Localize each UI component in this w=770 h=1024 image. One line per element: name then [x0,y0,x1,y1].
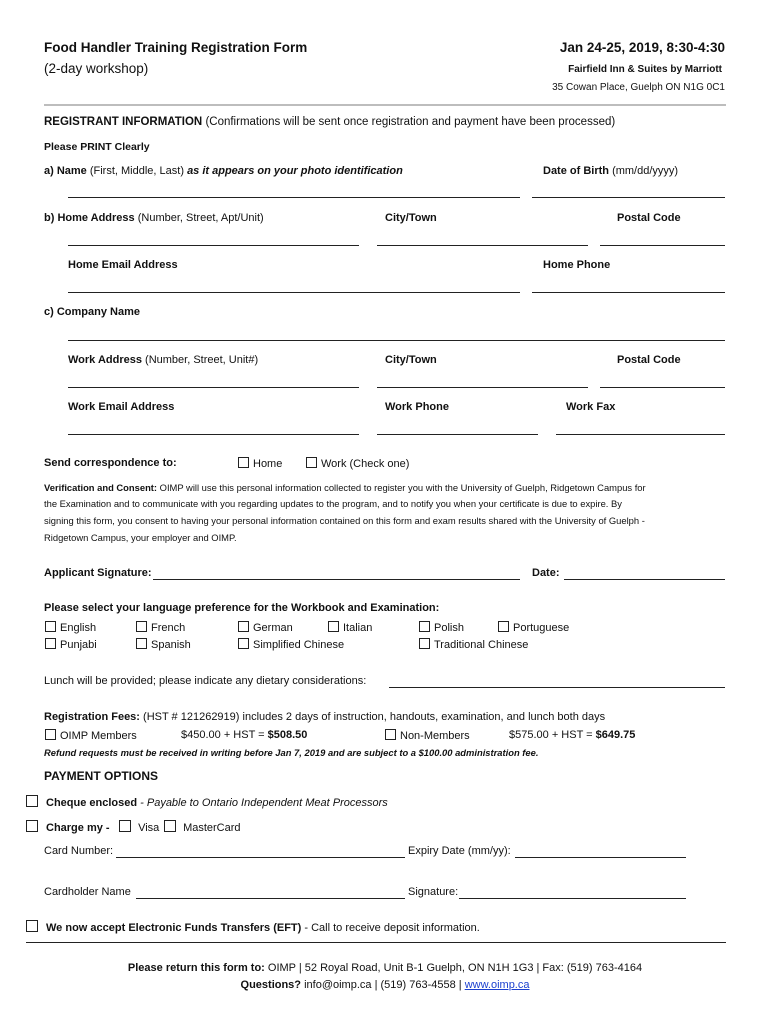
lang-spanish-label: Spanish [151,639,191,651]
card-signature-field[interactable] [459,898,686,899]
fees-description: (HST # 121262919) includes 2 days of instruction, handouts, examination, and lunch both days [143,711,606,723]
home-address-field[interactable] [68,245,359,246]
name-label-row [44,165,403,177]
cheque-label: Cheque enclosed [46,797,138,809]
website-link[interactable]: www.oimp.ca [464,979,530,991]
work-postal-label: Postal Code [617,354,681,366]
home-phone-field[interactable] [532,292,725,293]
work-address-field[interactable] [68,387,359,388]
cheque-note: - Payable to Ontario Independent Meat Processors [140,797,388,809]
refund-note: Refund requests must be received in writing before Jan 7, 2019 and are subject to a $100.00 administration fee. [44,747,539,758]
payment-heading: PAYMENT OPTIONS [44,769,159,783]
work-phone-field[interactable] [377,434,538,435]
visa-option[interactable] [119,820,159,834]
lang-german-label: German [253,622,293,634]
cardholder-field[interactable] [136,898,405,899]
home-email-label: Home Email Address [68,259,178,271]
charge-label: Charge my - [46,822,110,834]
expiry-label: Expiry Date (mm/yy): [408,845,511,857]
name-label: a) Name [44,165,87,177]
lang-german-checkbox[interactable] [238,621,249,632]
footer-divider [26,942,726,943]
venue-name: Fairfield Inn & Suites by Marriott [568,64,722,75]
dietary-field[interactable] [389,687,725,688]
lunch-label: Lunch will be provided; please indicate any dietary considerations: [44,675,367,687]
cheque-checkbox[interactable] [26,795,38,807]
lang-portuguese[interactable] [498,621,569,634]
fee-members-label: OIMP Members [60,730,137,742]
company-label: c) Company Name [44,306,140,318]
home-address-label-row [44,212,264,224]
mastercard-label: MasterCard [183,822,241,834]
signature-date-label: Date: [532,567,560,579]
lang-portuguese-checkbox[interactable] [498,621,509,632]
return-address: OIMP | 52 Royal Road, Unit B-1 Guelph, ON N1H 1G3 | Fax: (519) 763-4164 [267,962,643,974]
lang-italian[interactable] [328,621,372,634]
correspondence-home-label: Home [253,458,283,470]
cardholder-label: Cardholder Name [44,886,131,898]
registrant-heading: REGISTRANT INFORMATION [44,116,203,128]
return-address-row [0,962,770,974]
visa-label: Visa [138,822,160,834]
lang-polish-label: Polish [434,622,464,634]
name-field[interactable] [68,197,520,198]
eft-note: - Call to receive deposit information. [304,922,480,934]
fee-nonmembers-price-row [509,729,635,741]
cheque-option[interactable] [26,795,388,809]
return-label: Please return this form to: [127,962,265,974]
lang-french[interactable] [136,621,185,634]
card-signature-label: Signature: [408,886,459,898]
home-email-field[interactable] [68,292,520,293]
work-city-label: City/Town [385,354,437,366]
fee-nonmembers-option[interactable] [385,729,470,742]
card-number-field[interactable] [116,857,405,858]
home-city-label: City/Town [385,212,437,224]
fee-members-total: $508.50 [267,729,308,741]
work-postal-field[interactable] [600,387,725,388]
lang-traditional-chinese-label: Traditional Chinese [434,639,529,651]
consent-line-1 [44,482,646,493]
lang-polish-checkbox[interactable] [419,621,430,632]
mastercard-checkbox[interactable] [164,820,176,832]
work-phone-label: Work Phone [385,401,449,413]
lang-portuguese-label: Portuguese [513,622,570,634]
lang-italian-label: Italian [343,622,373,634]
consent-line-4: Ridgetown Campus, your employer and OIMP. [44,532,237,543]
fee-nonmembers-price: $575.00 + HST = [509,729,593,741]
lang-traditional-chinese[interactable] [419,638,528,651]
lang-german[interactable] [238,621,293,634]
home-city-field[interactable] [377,245,588,246]
home-address-label: b) Home Address [44,212,135,224]
registrant-heading-note: (Confirmations will be sent once registration and payment have been processed) [205,116,616,128]
mastercard-option[interactable] [164,820,241,834]
eft-label: We now accept Electronic Funds Transfers (EFT) [46,922,302,934]
home-address-hint: (Number, Street, Apt/Unit) [137,212,264,224]
dob-label: Date of Birth [543,165,609,177]
work-email-field[interactable] [68,434,359,435]
card-number-label: Card Number: [44,845,114,857]
correspondence-label: Send correspondence to: [44,457,177,469]
fee-members-option[interactable] [45,729,137,742]
header-divider [44,104,726,106]
visa-checkbox[interactable] [119,820,131,832]
lang-french-label: French [151,622,186,634]
form-subtitle: (2-day workshop) [44,61,149,76]
home-postal-field[interactable] [600,245,725,246]
fee-nonmembers-label: Non-Members [400,730,470,742]
consent-line-2: the Examination and to communicate with you regarding updates to the program, and to notify you when your certificate is due to expire. By [44,498,622,509]
lang-english-label: English [60,622,97,634]
lang-english-checkbox[interactable] [45,621,56,632]
lang-italian-checkbox[interactable] [328,621,339,632]
questions-contact: info@oimp.ca | (519) 763-4558 | [304,979,462,991]
fees-label: Registration Fees: [44,711,140,723]
dob-field[interactable] [532,197,725,198]
name-emphasis: as it appears on your photo identification [187,165,403,177]
fee-nonmembers-checkbox[interactable] [385,729,396,740]
fee-members-price: $450.00 + HST = [181,729,265,741]
fee-members-checkbox[interactable] [45,729,56,740]
work-fax-label: Work Fax [566,401,616,413]
consent-line-3: signing this form, you consent to having your personal information contained on this form and exam results shared with the University of Guelph - [44,515,645,526]
correspondence-work-option[interactable] [306,457,409,470]
correspondence-work-label: Work (Check one) [321,458,410,470]
consent-text-1: OIMP will use this personal information collected to register you with the University of Guelph, Ridgetown Campus for [159,482,646,493]
lang-french-checkbox[interactable] [136,621,147,632]
work-address-label: Work Address [68,354,142,366]
lang-spanish-checkbox[interactable] [136,638,147,649]
dob-label-row [543,165,678,177]
dob-hint: (mm/dd/yyyy) [612,165,679,177]
questions-row [0,979,770,991]
lang-polish[interactable] [419,621,464,634]
correspondence-work-checkbox[interactable] [306,457,317,468]
work-city-field[interactable] [377,387,588,388]
lang-punjabi[interactable] [45,638,97,651]
lang-punjabi-label: Punjabi [60,639,97,651]
correspondence-home-checkbox[interactable] [238,457,249,468]
event-date-time: Jan 24-25, 2019, 8:30-4:30 [559,40,725,55]
work-email-label: Work Email Address [68,401,175,413]
registrant-heading-row [44,116,615,128]
home-phone-label: Home Phone [543,259,611,271]
expiry-field[interactable] [515,857,686,858]
name-hint: (First, Middle, Last) [89,165,184,177]
lang-simplified-chinese-checkbox[interactable] [238,638,249,649]
fee-nonmembers-total: $649.75 [595,729,636,741]
eft-option[interactable] [26,920,480,934]
home-postal-label: Postal Code [617,212,681,224]
consent-label: Verification and Consent: [44,482,158,493]
lang-punjabi-checkbox[interactable] [45,638,56,649]
charge-checkbox[interactable] [26,820,38,832]
signature-date-field[interactable] [564,579,725,580]
fees-row [44,711,605,723]
correspondence-home-option[interactable] [238,457,282,470]
lang-english[interactable] [45,621,96,634]
work-address-hint: (Number, Street, Unit#) [145,354,259,366]
eft-checkbox[interactable] [26,920,38,932]
charge-option[interactable] [26,820,110,834]
language-heading: Please select your language preference for the Workbook and Examination: [44,602,440,614]
form-title: Food Handler Training Registration Form [44,40,308,55]
questions-label: Questions? [240,979,302,991]
venue-address: 35 Cowan Place, Guelph ON N1G 0C1 [552,82,725,93]
lang-simplified-chinese-label: Simplified Chinese [253,639,345,651]
lang-spanish[interactable] [136,638,191,651]
fee-members-price-row [181,729,307,741]
signature-field[interactable] [153,579,520,580]
signature-label: Applicant Signature: [44,567,152,579]
work-fax-field[interactable] [556,434,725,435]
print-clearly-note: Please PRINT Clearly [44,141,150,153]
company-field[interactable] [68,340,725,341]
lang-traditional-chinese-checkbox[interactable] [419,638,430,649]
work-address-label-row [68,354,258,366]
lang-simplified-chinese[interactable] [238,638,344,651]
